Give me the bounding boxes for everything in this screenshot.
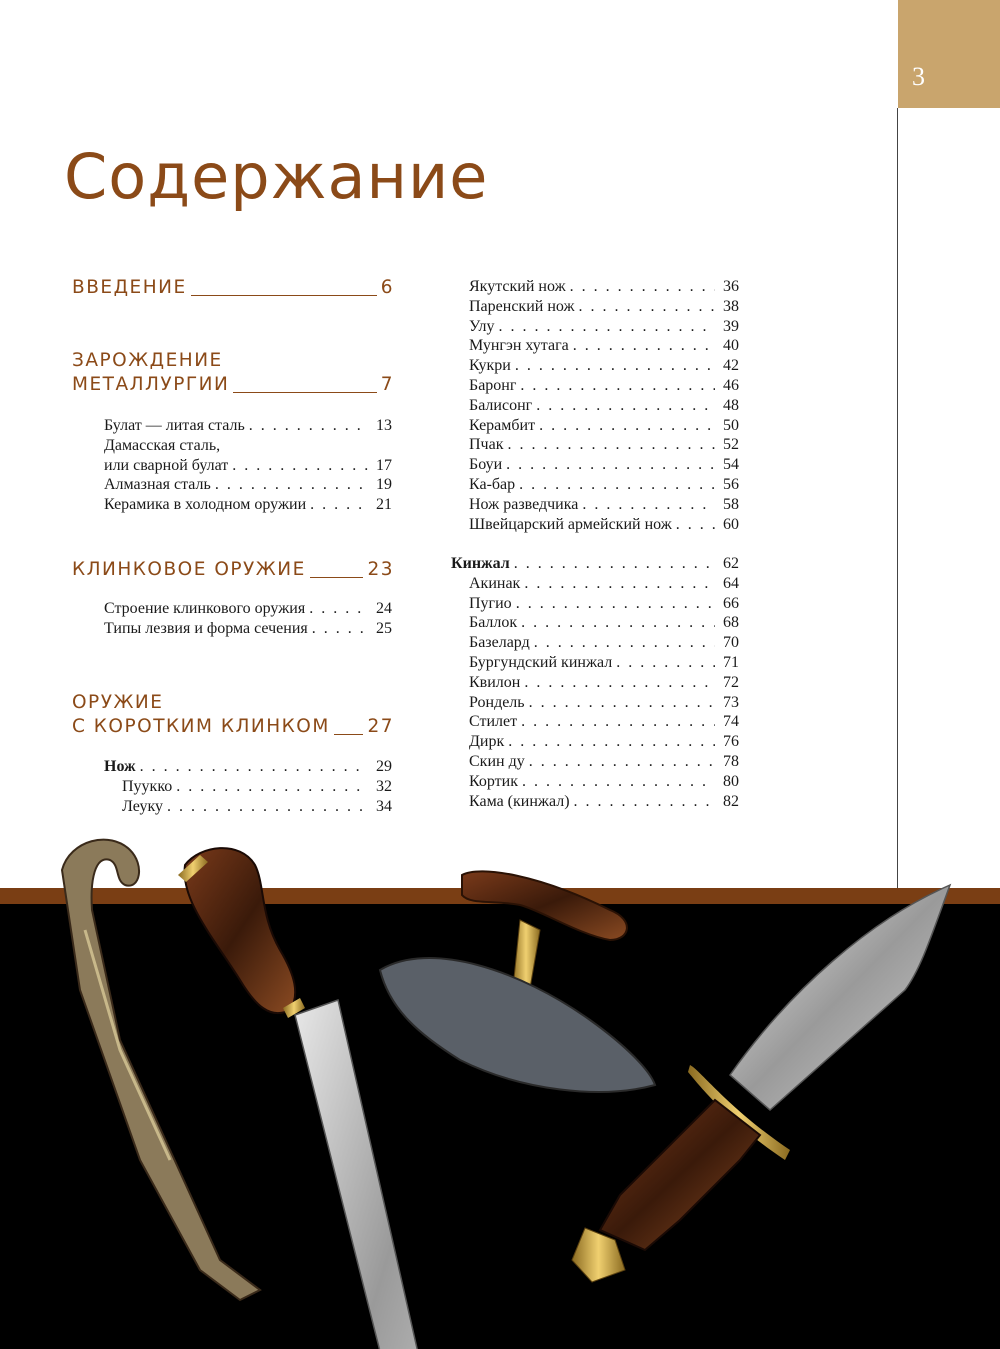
toc-entry[interactable] [469, 515, 739, 535]
entry-page: 34 [376, 797, 392, 815]
page-number: 3 [912, 62, 925, 91]
section-metallurgy-line2: МЕТАЛЛУРГИИ [72, 374, 230, 395]
leader-dots [310, 495, 368, 515]
entry-page: 42 [723, 357, 739, 375]
entry-page: 71 [723, 653, 739, 671]
entry-label: Баллок [469, 614, 518, 632]
leader-dots [582, 495, 715, 515]
entry-label: Стилет [469, 713, 518, 731]
toc-entry[interactable] [104, 475, 392, 495]
toc-entry[interactable] [469, 336, 739, 356]
toc-entry[interactable] [104, 456, 392, 476]
entry-page: 68 [723, 614, 739, 632]
toc-entry[interactable] [104, 619, 392, 639]
leader-rule [310, 577, 364, 578]
leader-dots [573, 336, 715, 356]
section-intro-label: ВВЕДЕНИЕ [72, 277, 187, 298]
toc-entry[interactable] [104, 495, 392, 515]
entry-page: 76 [723, 733, 739, 751]
toc-entry[interactable] [469, 396, 739, 416]
entry-label: Бургундский кинжал [469, 653, 613, 671]
leader-dots [520, 376, 715, 396]
toc-entry[interactable] [469, 277, 739, 297]
leader-rule [191, 295, 377, 296]
leader-dots [529, 693, 715, 713]
entry-page: 39 [723, 317, 739, 335]
entry-label: Алмазная сталь [104, 476, 211, 494]
leader-dots [309, 599, 368, 619]
section-short-line1: ОРУЖИЕ [72, 692, 164, 713]
toc-entry[interactable] [104, 416, 392, 436]
leader-dots [140, 757, 368, 777]
leader-dots [515, 356, 715, 376]
leader-dots [507, 435, 715, 455]
ulu-knife-image [380, 871, 655, 1092]
toc-entry[interactable] [469, 475, 739, 495]
entry-label: Балисонг [469, 396, 533, 414]
entry-page: 38 [723, 297, 739, 315]
entry-page: 40 [723, 337, 739, 355]
section-metallurgy[interactable] [72, 349, 394, 397]
leader-rule [233, 392, 376, 393]
toc-entry[interactable] [104, 436, 392, 456]
leader-dots [521, 712, 715, 732]
entry-label: Кинжал [451, 555, 510, 572]
leader-dots [167, 797, 368, 817]
entry-page: 54 [723, 456, 739, 474]
section-intro-page: 6 [380, 277, 394, 298]
leader-dots [539, 416, 715, 436]
section-metallurgy-line1: ЗАРОЖДЕНИЕ [72, 350, 223, 371]
toc-entry[interactable] [469, 317, 739, 337]
entry-page: 25 [376, 619, 392, 637]
toc-entry[interactable] [451, 732, 739, 752]
toc-entry[interactable] [469, 376, 739, 396]
leader-dots [570, 277, 715, 297]
leader-dots [524, 574, 715, 594]
entry-page: 13 [376, 417, 392, 434]
entry-label: Мунгэн хутага [469, 337, 569, 355]
entry-label: Пчак [469, 436, 504, 454]
entry-label: Нож [104, 758, 136, 775]
entry-page: 73 [723, 693, 739, 711]
toc-entry[interactable] [451, 613, 739, 633]
leader-dots [676, 515, 715, 535]
leader-dots [519, 475, 715, 495]
entry-page: 29 [376, 758, 392, 775]
toc-entry[interactable] [451, 653, 739, 673]
toc-entry[interactable] [451, 633, 739, 653]
entry-page: 80 [723, 772, 739, 790]
leader-dots [536, 396, 715, 416]
section-intro[interactable] [72, 276, 394, 300]
toc-entry[interactable] [104, 757, 392, 777]
entry-label: Леуку [122, 797, 163, 815]
leader-dots [521, 613, 715, 633]
leader-dots [579, 297, 715, 317]
entry-label: Керамика в холодном оружии [104, 496, 307, 514]
dagger-list [451, 554, 739, 811]
entry-label: Акинак [469, 574, 521, 592]
leader-dots [574, 792, 715, 812]
entry-label: Баронг [469, 376, 517, 394]
section-bladed-label: КЛИНКОВОЕ ОРУЖИЕ [72, 559, 306, 580]
leader-dots [249, 416, 368, 436]
leader-dots [616, 653, 715, 673]
entry-page: 82 [723, 792, 739, 810]
entry-label: Пуукко [122, 777, 173, 795]
entry-label: Ка-бар [469, 475, 516, 493]
entry-page: 32 [376, 777, 392, 795]
entry-label: Нож разведчика [469, 495, 579, 513]
entry-page: 17 [376, 456, 392, 474]
entry-page: 24 [376, 600, 392, 617]
entry-label: Улу [469, 317, 495, 335]
page-title: Содержание [64, 140, 489, 213]
entry-page: 36 [723, 278, 739, 295]
section-metallurgy-page: 7 [380, 374, 394, 395]
entry-label: или сварной булат [104, 456, 229, 474]
toc-entry[interactable] [104, 797, 392, 817]
entry-label: Кама (кинжал) [469, 792, 570, 810]
right-knife-list [469, 277, 739, 534]
entry-page: 50 [723, 416, 739, 434]
toc-entry[interactable] [469, 495, 739, 515]
toc-entry[interactable] [451, 792, 739, 812]
entry-label: Рондель [469, 693, 525, 711]
entry-page: 74 [723, 713, 739, 731]
toc-entry[interactable] [451, 693, 739, 713]
section-bladed[interactable] [72, 558, 394, 582]
right-rule [897, 108, 898, 888]
knives-illustration [0, 820, 1000, 1349]
entry-page: 78 [723, 752, 739, 770]
section-bladed-page: 23 [367, 559, 394, 580]
entry-page: 56 [723, 475, 739, 493]
entry-page: 19 [376, 476, 392, 494]
entry-label: Паренский нож [469, 297, 575, 315]
entry-label: Строение клинкового оружия [104, 600, 306, 617]
entry-label: Керамбит [469, 416, 536, 434]
entry-label: Базелард [469, 634, 530, 652]
entry-page: 46 [723, 376, 739, 394]
section-short-page: 27 [367, 716, 394, 737]
entry-page: 64 [723, 574, 739, 592]
leader-dots [232, 456, 368, 476]
toc-entry[interactable] [469, 297, 739, 317]
section-short-line2: С КОРОТКИМ КЛИНКОМ [72, 716, 330, 737]
leader-dots [506, 455, 715, 475]
entry-label: Пугио [469, 594, 512, 612]
entry-page: 48 [723, 396, 739, 414]
leader-dots [312, 619, 368, 639]
entry-page: 70 [723, 634, 739, 652]
entry-label: Боуи [469, 456, 503, 474]
knife-list [104, 757, 392, 816]
toc-entry[interactable] [451, 712, 739, 732]
entry-page: 66 [723, 594, 739, 612]
toc-entry[interactable] [469, 455, 739, 475]
bladed-list [104, 599, 392, 639]
leader-dots [514, 554, 715, 574]
toc-entry[interactable] [451, 752, 739, 772]
leader-rule [334, 734, 364, 735]
toc-entry[interactable] [451, 554, 739, 574]
entry-label: Швейцарский армейский нож [469, 515, 672, 533]
metallurgy-list [104, 416, 392, 515]
toc-entry[interactable] [469, 416, 739, 436]
entry-page: 58 [723, 495, 739, 513]
entry-label: Дамасская сталь, [104, 436, 221, 454]
leader-dots [534, 633, 715, 653]
entry-label: Дирк [469, 733, 505, 751]
entry-label: Типы лезвия и форма сечения [104, 619, 308, 637]
entry-label: Скин ду [469, 752, 525, 770]
leader-dots [176, 777, 368, 797]
toc-entry[interactable] [451, 772, 739, 792]
leader-dots [516, 594, 715, 614]
toc-entry[interactable] [469, 356, 739, 376]
leader-dots [529, 752, 715, 772]
entry-page: 62 [723, 555, 739, 572]
entry-label: Булат — литая сталь [104, 417, 245, 434]
entry-label: Кортик [469, 772, 518, 790]
toc-entry[interactable] [469, 435, 739, 455]
entry-page: 72 [723, 673, 739, 691]
leader-dots [522, 772, 715, 792]
leader-dots [499, 317, 715, 337]
toc-entry[interactable] [451, 673, 739, 693]
toc-entry[interactable] [104, 777, 392, 797]
entry-label: Кукри [469, 357, 511, 375]
toc-entry[interactable] [451, 594, 739, 614]
toc-entry[interactable] [451, 574, 739, 594]
entry-page: 21 [376, 496, 392, 514]
leader-dots [215, 475, 368, 495]
entry-page: 60 [723, 515, 739, 533]
entry-label: Квилон [469, 673, 521, 691]
entry-page: 52 [723, 436, 739, 454]
entry-label: Якутский нож [469, 278, 566, 295]
toc-entry[interactable] [104, 599, 392, 619]
leader-dots [508, 732, 715, 752]
section-short[interactable] [72, 691, 394, 739]
leader-dots [524, 673, 715, 693]
